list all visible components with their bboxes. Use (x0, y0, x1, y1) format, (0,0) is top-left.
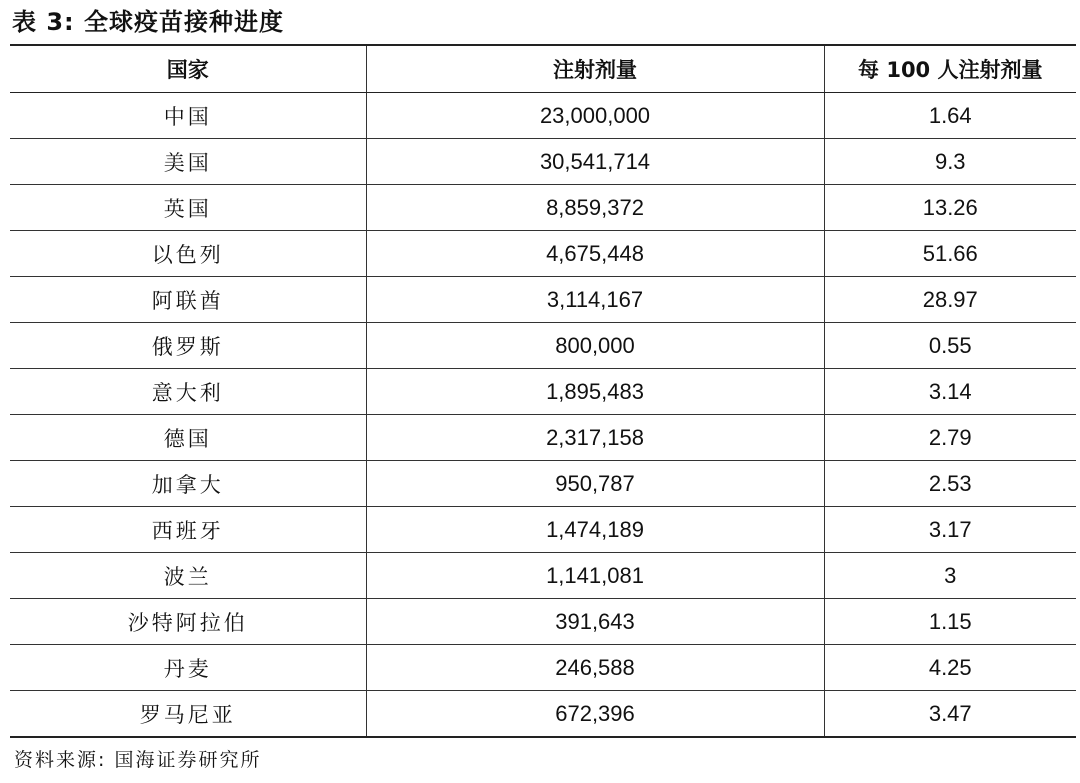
doses-per-100-cell: 2.53 (824, 461, 1076, 507)
source-note: 资料来源: 国海证券研究所 (14, 749, 262, 771)
doses-cell: 800,000 (366, 323, 824, 369)
table-row (10, 369, 1076, 415)
doses-cell: 950,787 (366, 461, 824, 507)
doses-per-100-cell: 4.25 (824, 645, 1076, 691)
doses-cell: 1,895,483 (366, 369, 824, 415)
header-doses: 注射剂量 (366, 45, 824, 93)
doses-per-100-cell: 28.97 (824, 277, 1076, 323)
doses-per-100-cell: 2.79 (824, 415, 1076, 461)
table-row (10, 93, 1076, 139)
doses-cell: 4,675,448 (366, 231, 824, 277)
doses-cell: 2,317,158 (366, 415, 824, 461)
table-row (10, 461, 1076, 507)
table-row (10, 691, 1076, 738)
country-cell: 沙特阿拉伯 (10, 599, 366, 645)
country-cell: 阿联酋 (10, 277, 366, 323)
doses-per-100-cell: 13.26 (824, 185, 1076, 231)
table-row (10, 599, 1076, 645)
table-row (10, 645, 1076, 691)
doses-per-100-cell: 1.15 (824, 599, 1076, 645)
country-cell: 丹麦 (10, 645, 366, 691)
country-cell: 意大利 (10, 369, 366, 415)
table-header-row (10, 45, 1076, 93)
country-cell: 以色列 (10, 231, 366, 277)
doses-per-100-cell: 0.55 (824, 323, 1076, 369)
country-cell: 英国 (10, 185, 366, 231)
country-cell: 罗马尼亚 (139, 702, 236, 727)
country-cell: 美国 (10, 139, 366, 185)
country-cell: 加拿大 (10, 461, 366, 507)
doses-cell: 246,588 (366, 645, 824, 691)
vaccination-table-container (10, 44, 1076, 738)
table-title: 表 3: 全球疫苗接种进度 (12, 8, 285, 36)
doses-per-100-cell: 51.66 (824, 231, 1076, 277)
doses-cell: 672,396 (366, 691, 824, 738)
table-row (10, 553, 1076, 599)
vaccination-table (10, 44, 1076, 738)
header-country: 国家 (10, 45, 366, 93)
country-cell: 中国 (10, 93, 366, 139)
doses-per-100-cell: 1.64 (824, 93, 1076, 139)
country-cell: 西班牙 (10, 507, 366, 553)
doses-per-100-cell: 9.3 (824, 139, 1076, 185)
country-cell: 波兰 (10, 553, 366, 599)
table-row (10, 323, 1076, 369)
doses-cell: 8,859,372 (366, 185, 824, 231)
table-row (10, 139, 1076, 185)
table-row (10, 185, 1076, 231)
doses-per-100-cell: 3 (824, 553, 1076, 599)
country-cell: 俄罗斯 (10, 323, 366, 369)
table-row (10, 507, 1076, 553)
table-row (10, 231, 1076, 277)
doses-cell: 1,141,081 (366, 553, 824, 599)
doses-cell: 391,643 (366, 599, 824, 645)
doses-per-100-cell: 3.47 (824, 691, 1076, 738)
country-cell: 德国 (10, 415, 366, 461)
table-row (10, 277, 1076, 323)
header-doses-per-100: 每 100 人注射剂量 (824, 45, 1076, 93)
doses-cell: 1,474,189 (366, 507, 824, 553)
table-row (10, 415, 1076, 461)
doses-cell: 23,000,000 (366, 93, 824, 139)
doses-cell: 30,541,714 (366, 139, 824, 185)
doses-per-100-cell: 3.14 (824, 369, 1076, 415)
doses-per-100-cell: 3.17 (824, 507, 1076, 553)
doses-cell: 3,114,167 (366, 277, 824, 323)
